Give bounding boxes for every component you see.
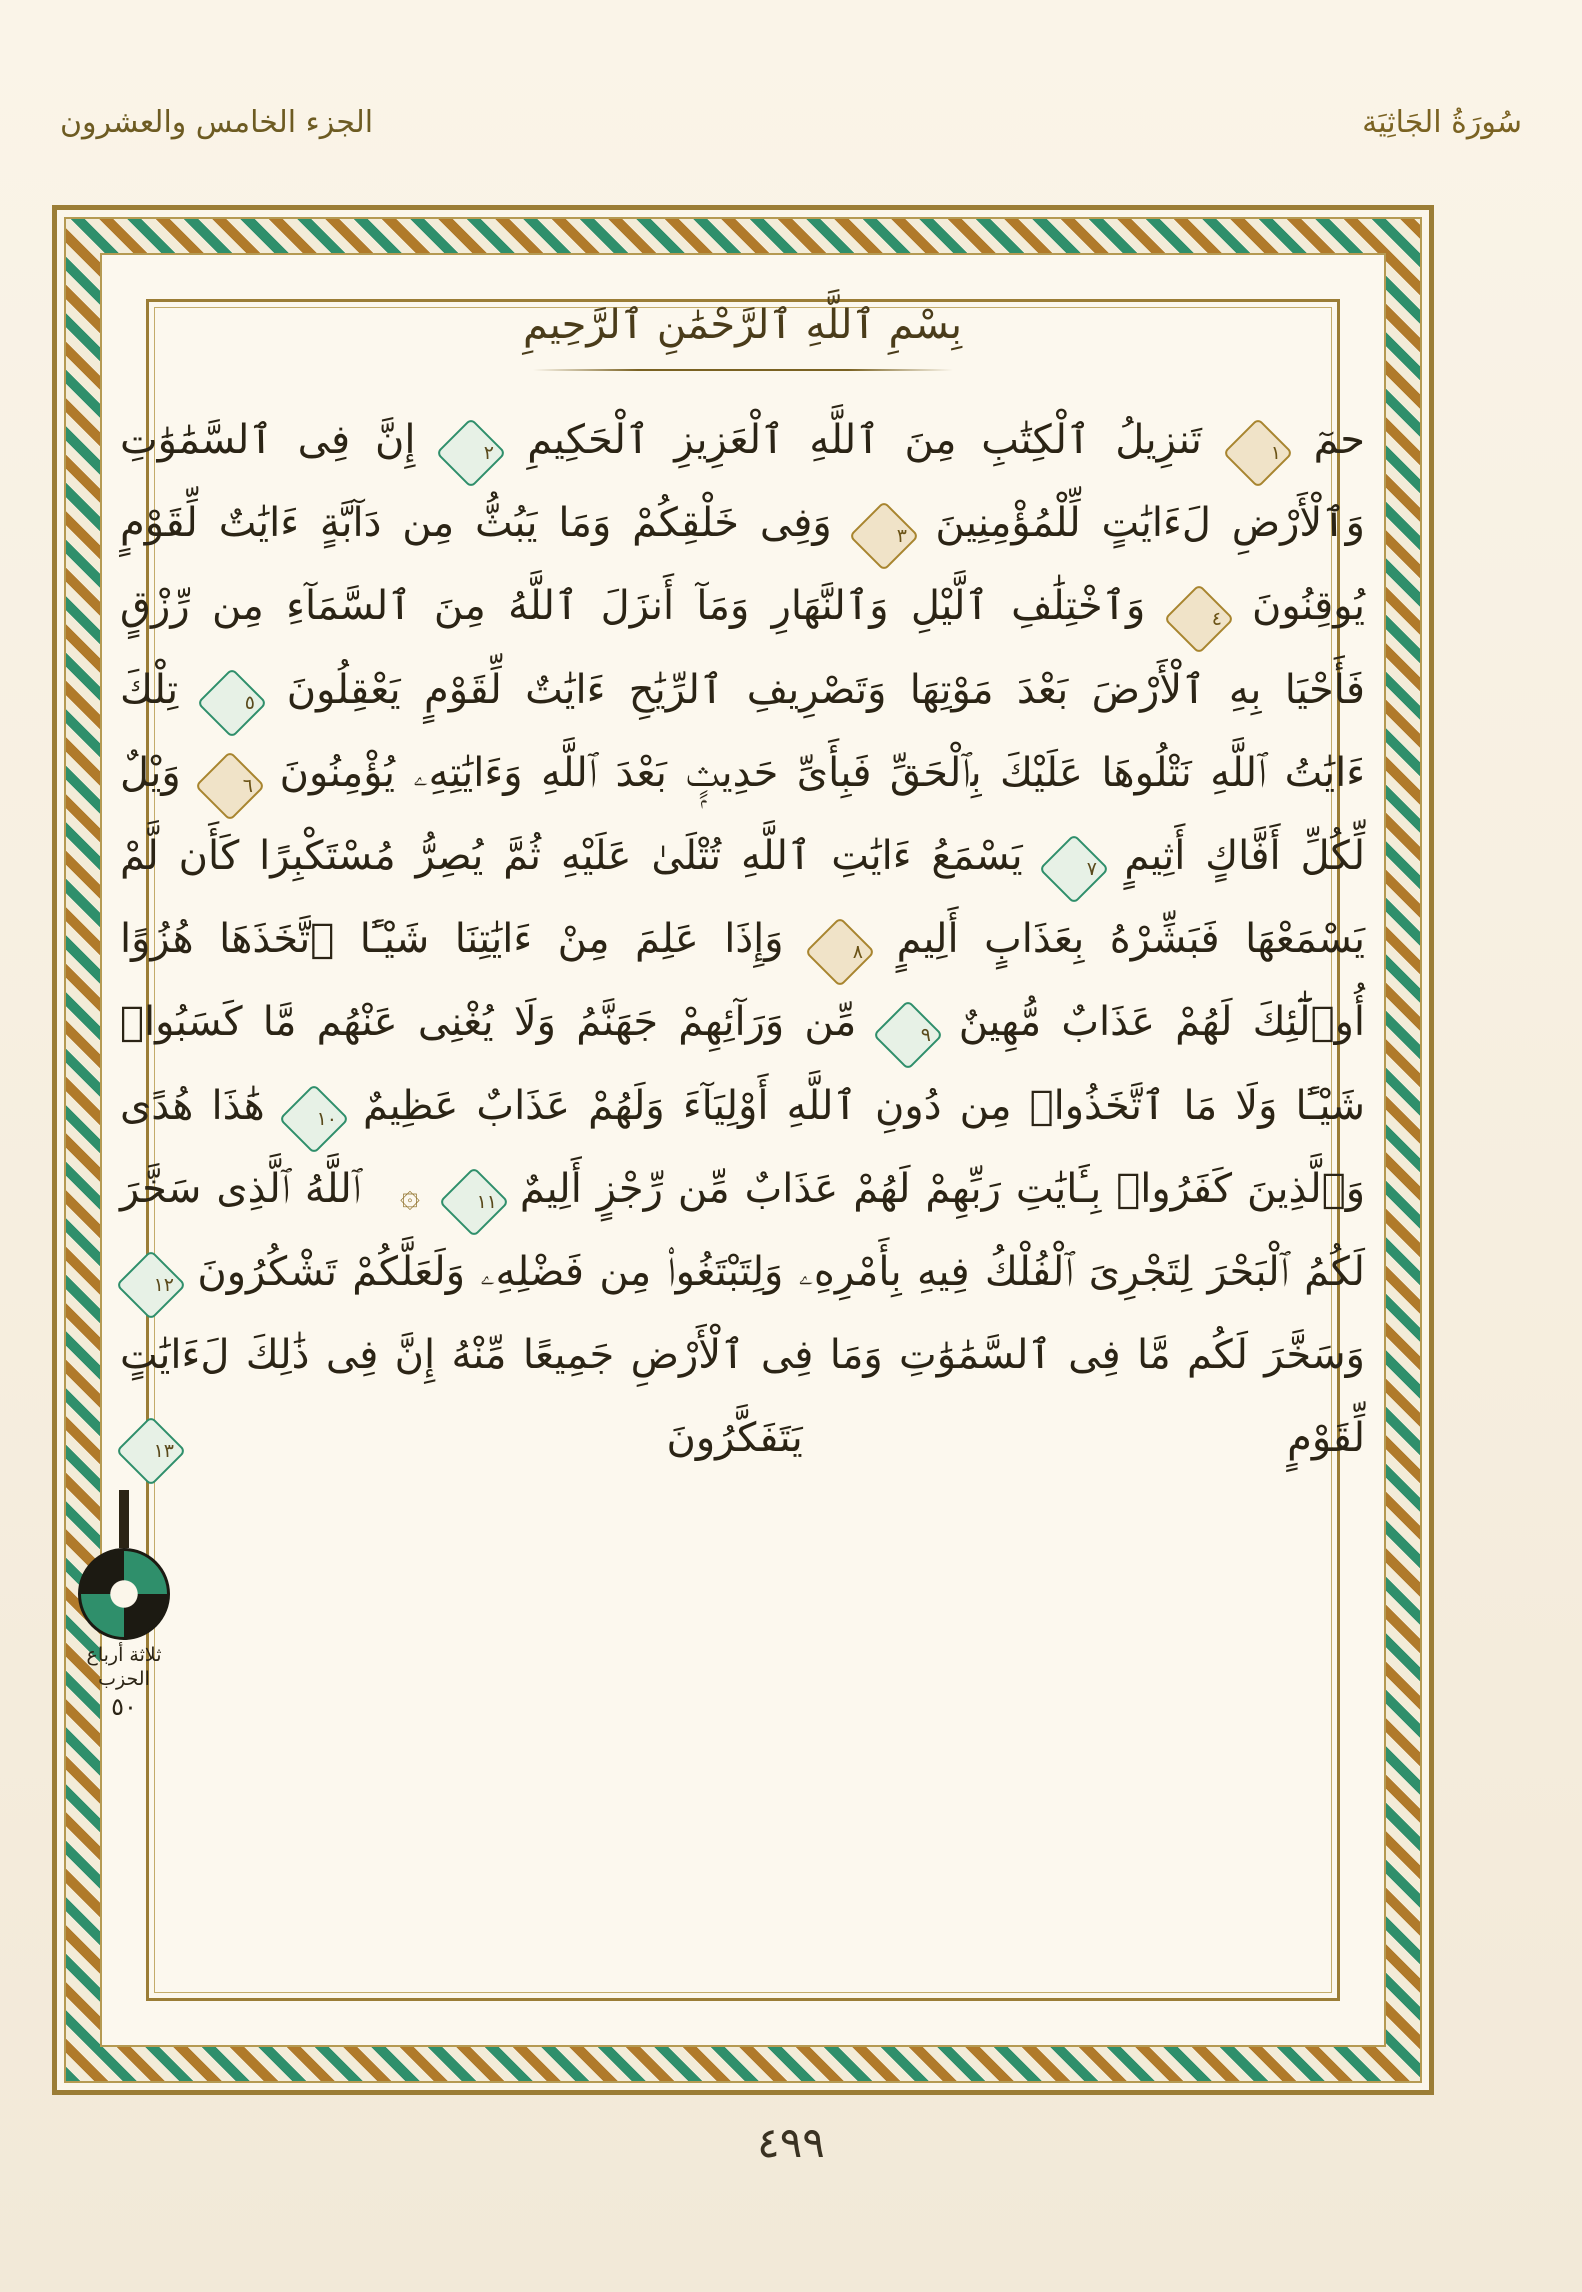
ayah-number-marker — [805, 917, 876, 988]
ayah-text: تَنزِيلُ ٱلْكِتَٰبِ مِنَ ٱللَّهِ ٱلْعَزِيزِ ٱلْحَكِيمِ — [527, 417, 1202, 463]
page-number: ٤٩٩ — [757, 2118, 825, 2167]
ayah-number-marker — [1222, 418, 1293, 489]
ayah-number: ٩ — [920, 1024, 931, 1047]
ayah-number-marker — [1163, 584, 1234, 655]
ayah-number-marker — [439, 1166, 510, 1237]
ayah-number: ٤ — [1211, 608, 1222, 631]
basmala-line: بِسْمِ ٱللَّهِ ٱلرَّحْمَٰنِ ٱلرَّحِيمِ — [522, 302, 962, 348]
hizb-number: ٥٠ — [111, 1692, 137, 1721]
rub-el-hizb-icon: ۞ — [400, 1174, 420, 1215]
ayah-number-marker — [1038, 834, 1109, 905]
ayah-text: وَإِذَا عَلِمَ مِنْ ءَايَٰتِنَا شَيْـًٔا ٱتَّخَذَهَا هُزُوًا أُو۟لَٰٓئِكَ لَهُمْ عَذَابٌ مُّهِينٌ — [120, 916, 1366, 1046]
ayah-number: ١٣ — [153, 1440, 174, 1463]
surah-name-header: سُورَةُ الجَاثِيَة — [1362, 104, 1522, 140]
hizb-marker — [64, 1490, 184, 1722]
ayah-text: يَسْمَعُ ءَايَٰتِ ٱللَّهِ تُتْلَىٰ عَلَيْهِ ثُمَّ يُصِرُّ مُسْتَكْبِرًا كَأَن لَّمْ يَسْمَعْهَا فَبَشِّرْهُ بِعَذَابٍ أَلِيمٍ — [120, 832, 1366, 963]
ayah-number: ٥ — [245, 691, 256, 714]
ayah-number-marker — [436, 418, 507, 489]
ayah-number: ١ — [1270, 442, 1281, 464]
ayah-number: ١١ — [476, 1190, 497, 1213]
ayah-text: وَسَخَّرَ لَكُم مَّا فِى ٱلسَّمَٰوَٰتِ وَمَا فِى ٱلْأَرْضِ جَمِيعًا مِّنْهُ إِنَّ فِى ذَٰلِكَ لَءَايَٰتٍ لِّقَوْمٍ يَتَفَكَّرُونَ — [120, 1332, 1366, 1462]
ayah-text: تِلْكَ ءَايَٰتُ ٱللَّهِ نَتْلُوهَا عَلَيْكَ بِٱلْحَقِّ فَبِأَىِّ حَدِيثٍۭ بَعْدَ ٱللَّهِ وَءَايَٰتِهِۦ يُؤْمِنُونَ — [120, 666, 1365, 796]
ayah-number-marker — [116, 1250, 187, 1321]
ayah-flow — [120, 399, 1365, 1480]
ayah-text: وَيْلٌ لِّكُلِّ أَفَّاكٍ أَثِيمٍ — [120, 749, 1366, 879]
ayah-number: ٢ — [484, 442, 495, 464]
page-header — [0, 92, 1582, 152]
hizb-fraction-label: ثلاثة أرباع — [86, 1644, 162, 1666]
ayah-number-marker — [197, 667, 268, 738]
ayah-number-marker — [848, 501, 919, 572]
juz-name-header: الجزء الخامس والعشرون — [60, 104, 374, 140]
hizb-word-label: الحزب — [98, 1667, 150, 1690]
ayah-text: وَفِى خَلْقِكُمْ وَمَا يَبُثُّ مِن دَآبَّةٍ ءَايَٰتٌ لِّقَوْمٍ يُوقِنُونَ — [120, 500, 1366, 630]
ayah-number: ٦ — [242, 774, 254, 797]
hizb-knot-icon — [78, 1548, 170, 1640]
ayah-number-marker — [116, 1416, 187, 1487]
basmala-underline — [533, 369, 953, 371]
ayah-text: إِنَّ فِى ٱلسَّمَٰوَٰتِ وَٱلْأَرْضِ لَءَايَٰتٍ لِّلْمُؤْمِنِينَ — [120, 417, 1365, 547]
ayah-text: ٱللَّهُ ٱلَّذِى سَخَّرَ لَكُمُ ٱلْبَحْرَ لِتَجْرِىَ ٱلْفُلْكُ فِيهِ بِأَمْرِهِۦ وَلِتَبْتَغُوا۟ مِن فَضْلِهِۦ وَلَعَلَّكُمْ تَشْكُرُونَ — [120, 1165, 1365, 1295]
ayah-number-marker — [872, 1000, 943, 1071]
ayah-number-marker — [278, 1083, 349, 1154]
ayah-text: حمٓ — [1313, 417, 1366, 463]
ayah-text: مِّن وَرَآئِهِمْ جَهَنَّمُ وَلَا يُغْنِى عَنْهُم مَّا كَسَبُوا۟ شَيْـًٔا وَلَا مَا ٱتَّخَذُوا۟ مِن دُونِ ٱللَّهِ أَوْلِيَآءَ وَلَهُمْ عَذَابٌ عَظِيمٌ — [120, 999, 1365, 1129]
ayah-number: ١٢ — [153, 1273, 174, 1296]
ayah-number: ٧ — [1086, 857, 1097, 880]
ayah-number: ٣ — [896, 525, 907, 548]
ayah-number-marker — [195, 750, 266, 821]
quran-text-body — [120, 275, 1365, 2025]
ayah-text: وَٱخْتِلَٰفِ ٱلَّيْلِ وَٱلنَّهَارِ وَمَآ أَنزَلَ ٱللَّهُ مِنَ ٱلسَّمَآءِ مِن رِّزْقٍ فَأَحْيَا بِهِ ٱلْأَرْضَ بَعْدَ مَوْتِهَا وَتَصْرِيفِ ٱلرِّيَٰحِ ءَايَٰتٌ لِّقَوْمٍ يَعْقِلُونَ — [120, 583, 1366, 713]
hizb-marker-label — [64, 1644, 184, 1722]
ayah-text: هَٰذَا هُدًى وَٱلَّذِينَ كَفَرُوا۟ بِـَٔايَٰتِ رَبِّهِمْ لَهُمْ عَذَابٌ مِّن رِّجْزٍ أَلِيمٌ — [120, 1082, 1366, 1212]
hizb-finial-icon — [119, 1490, 129, 1548]
ayah-number: ٨ — [852, 941, 864, 964]
ayah-number: ١٠ — [316, 1107, 337, 1130]
